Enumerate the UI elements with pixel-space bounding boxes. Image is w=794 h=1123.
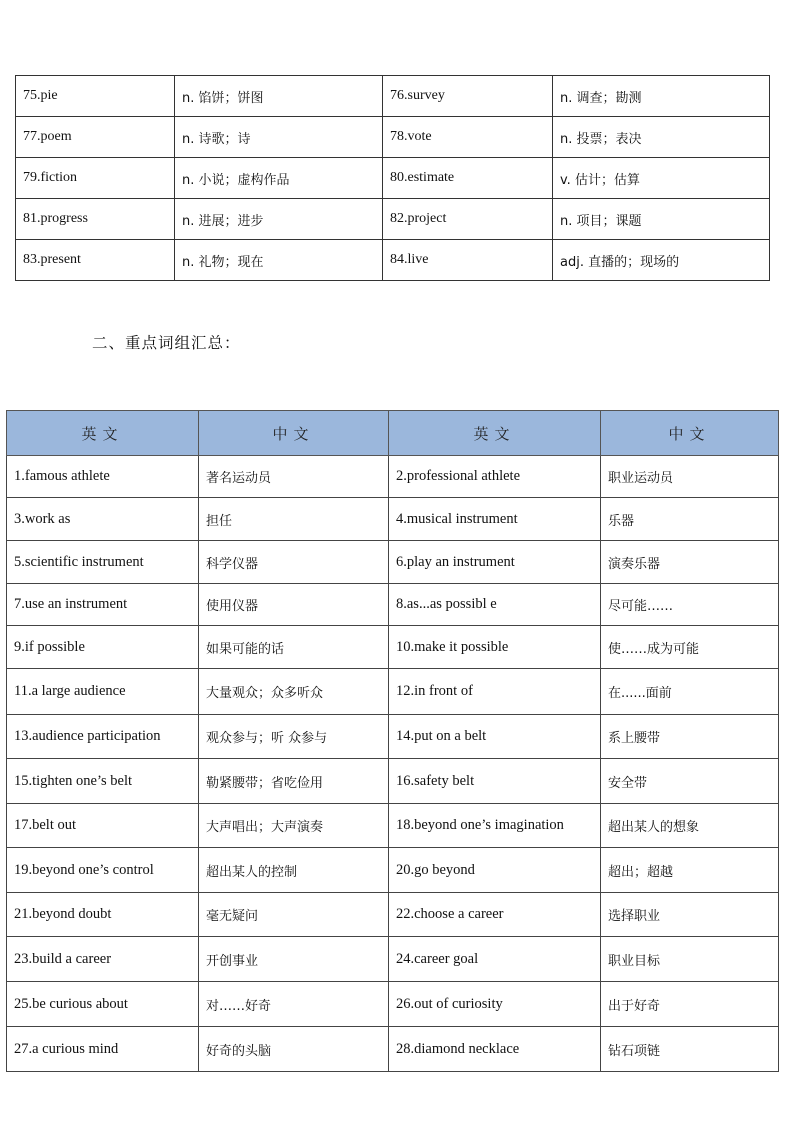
phrase-chinese: 勒紧腰带；省吃俭用 — [199, 759, 389, 804]
phrase-chinese: 使……成为可能 — [601, 626, 779, 669]
phrase-chinese: 钻石项链 — [601, 1027, 779, 1072]
phrase-row — [7, 804, 779, 848]
phrase-chinese: 出于好奇 — [601, 982, 779, 1027]
phrase-english: 24.career goal — [389, 937, 601, 982]
phrase-chinese: 超出某人的控制 — [199, 848, 389, 893]
phrase-english: 18.beyond one’s imagination — [389, 804, 601, 848]
phrase-english: 17.belt out — [7, 804, 199, 848]
phrase-english: 23.build a career — [7, 937, 199, 982]
phrase-english: 13.audience participation — [7, 715, 199, 759]
vocabulary-table-body — [16, 76, 770, 281]
word-english: 77.poem — [16, 117, 175, 158]
header-chinese-2: 中文 — [601, 411, 779, 456]
phrase-chinese: 著名运动员 — [199, 456, 389, 498]
phrase-row — [7, 584, 779, 626]
phrase-chinese: 毫无疑问 — [199, 893, 389, 937]
phrase-row — [7, 848, 779, 893]
vocabulary-table — [15, 75, 770, 281]
phrase-chinese: 大声唱出；大声演奏 — [199, 804, 389, 848]
phrase-chinese: 开创事业 — [199, 937, 389, 982]
phrase-english: 6.play an instrument — [389, 541, 601, 584]
phrase-row — [7, 715, 779, 759]
phrase-english: 14.put on a belt — [389, 715, 601, 759]
phrase-english: 3.work as — [7, 498, 199, 541]
header-english-2: 英文 — [389, 411, 601, 456]
phrase-chinese: 选择职业 — [601, 893, 779, 937]
word-chinese: n. 调查；勘测 — [553, 76, 770, 117]
phrases-table-body — [7, 456, 779, 1072]
word-chinese: n. 进展；进步 — [175, 199, 383, 240]
phrase-row — [7, 626, 779, 669]
phrase-chinese: 系上腰带 — [601, 715, 779, 759]
phrase-row — [7, 893, 779, 937]
phrase-chinese: 职业目标 — [601, 937, 779, 982]
word-chinese: n. 小说；虚构作品 — [175, 158, 383, 199]
phrase-row — [7, 937, 779, 982]
word-english: 80.estimate — [383, 158, 553, 199]
phrase-chinese: 大量观众；众多听众 — [199, 669, 389, 715]
phrase-chinese: 好奇的头脑 — [199, 1027, 389, 1072]
phrase-english: 25.be curious about — [7, 982, 199, 1027]
phrase-english: 1.famous athlete — [7, 456, 199, 498]
phrase-english: 26.out of curiosity — [389, 982, 601, 1027]
vocabulary-row — [16, 199, 770, 240]
header-chinese-1: 中文 — [199, 411, 389, 456]
phrase-row — [7, 1027, 779, 1072]
phrase-chinese: 科学仪器 — [199, 541, 389, 584]
word-chinese: n. 项目；课题 — [553, 199, 770, 240]
phrase-row — [7, 541, 779, 584]
phrase-chinese: 乐器 — [601, 498, 779, 541]
phrase-english: 11.a large audience — [7, 669, 199, 715]
phrases-table — [6, 410, 779, 1072]
phrase-english: 8.as...as possibl e — [389, 584, 601, 626]
phrase-english: 21.beyond doubt — [7, 893, 199, 937]
phrase-english: 12.in front of — [389, 669, 601, 715]
word-chinese: v. 估计；估算 — [553, 158, 770, 199]
phrase-english: 2.professional athlete — [389, 456, 601, 498]
vocabulary-row — [16, 76, 770, 117]
phrase-chinese: 如果可能的话 — [199, 626, 389, 669]
section-heading: 二、重点词组汇总： — [92, 334, 241, 352]
phrase-english: 28.diamond necklace — [389, 1027, 601, 1072]
word-chinese: n. 礼物；现在 — [175, 240, 383, 281]
vocabulary-row — [16, 117, 770, 158]
word-chinese: n. 投票；表决 — [553, 117, 770, 158]
phrase-row — [7, 456, 779, 498]
phrase-english: 15.tighten one’s belt — [7, 759, 199, 804]
word-english: 82.project — [383, 199, 553, 240]
phrase-row — [7, 669, 779, 715]
vocabulary-row — [16, 158, 770, 199]
phrase-english: 19.beyond one’s control — [7, 848, 199, 893]
phrase-english: 4.musical instrument — [389, 498, 601, 541]
word-english: 76.survey — [383, 76, 553, 117]
phrase-chinese: 担任 — [199, 498, 389, 541]
phrase-chinese: 超出；超越 — [601, 848, 779, 893]
phrase-chinese: 安全带 — [601, 759, 779, 804]
phrase-english: 9.if possible — [7, 626, 199, 669]
word-chinese: n. 馅饼；饼图 — [175, 76, 383, 117]
phrases-header-row — [7, 411, 779, 456]
phrase-english: 22.choose a career — [389, 893, 601, 937]
word-chinese: n. 诗歌；诗 — [175, 117, 383, 158]
phrase-chinese: 尽可能…… — [601, 584, 779, 626]
phrase-chinese: 超出某人的想象 — [601, 804, 779, 848]
header-english-1: 英文 — [7, 411, 199, 456]
phrase-row — [7, 759, 779, 804]
phrase-english: 16.safety belt — [389, 759, 601, 804]
word-english: 84.live — [383, 240, 553, 281]
phrase-chinese: 对……好奇 — [199, 982, 389, 1027]
word-chinese: adj. 直播的；现场的 — [553, 240, 770, 281]
word-english: 78.vote — [383, 117, 553, 158]
vocabulary-row — [16, 240, 770, 281]
word-english: 83.present — [16, 240, 175, 281]
phrase-english: 20.go beyond — [389, 848, 601, 893]
phrase-chinese: 演奏乐器 — [601, 541, 779, 584]
word-english: 79.fiction — [16, 158, 175, 199]
word-english: 75.pie — [16, 76, 175, 117]
phrase-english: 5.scientific instrument — [7, 541, 199, 584]
phrase-chinese: 使用仪器 — [199, 584, 389, 626]
word-english: 81.progress — [16, 199, 175, 240]
phrase-english: 27.a curious mind — [7, 1027, 199, 1072]
phrase-chinese: 在......面前 — [601, 669, 779, 715]
phrase-row — [7, 982, 779, 1027]
phrase-chinese: 职业运动员 — [601, 456, 779, 498]
phrase-chinese: 观众参与；听 众参与 — [199, 715, 389, 759]
phrase-english: 10.make it possible — [389, 626, 601, 669]
phrase-row — [7, 498, 779, 541]
phrase-english: 7.use an instrument — [7, 584, 199, 626]
